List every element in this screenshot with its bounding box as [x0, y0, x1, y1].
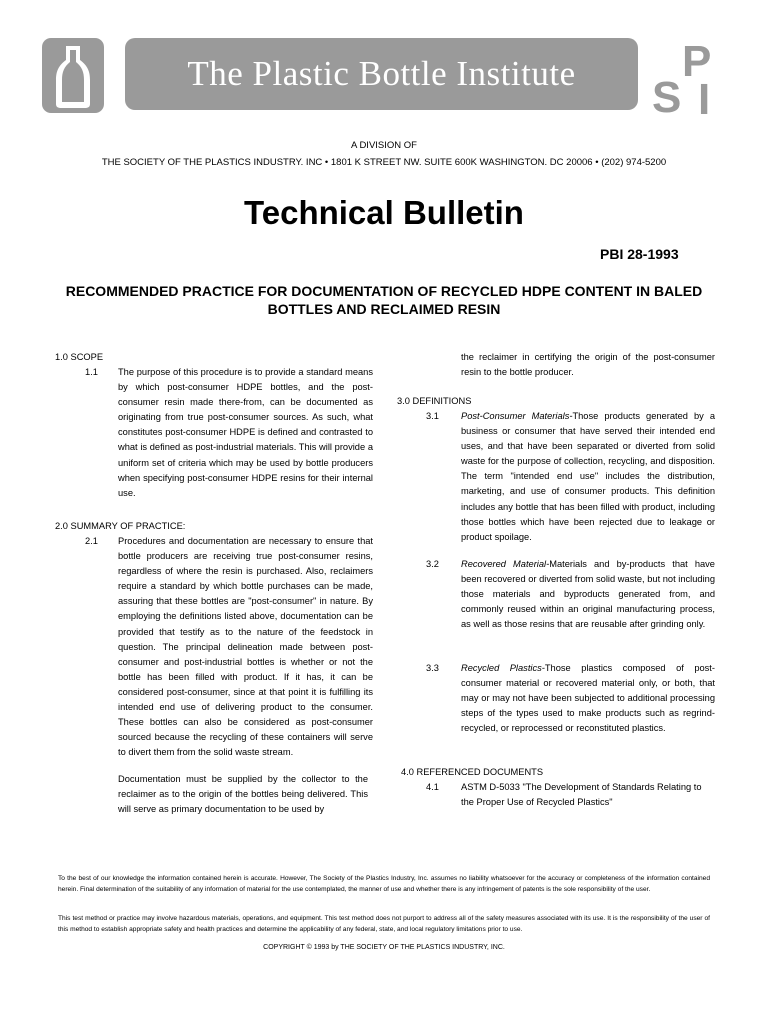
- section-2-1-text: Procedures and documentation are necessary to ensure that bottle producers are receiving true post-consumer resins, regardless of where the resin is purchased. Also, reclaimers require a standard by which bottle purchases can be made, assuring that these bottles are "post-consumer" in nature. By employing the definitions listed above, documentation can be provided that testify as to the nature of the feedstock in question. The principal delineation made between post-consumer and post-industrial bottles is whether or not the bottle has been filled with product. If it has, it can be considered post-consumer, since at that point it is fulfilling its intended end use of delivering product to the consumer. These bottles can also be considered as post-consumer sourced because the recycling of these containers will serve to divert them from the solid waste stream.: [118, 536, 373, 758]
- spi-monogram-p: P: [682, 38, 712, 86]
- banner-title: The Plastic Bottle Institute: [187, 54, 576, 93]
- section-2-1-number: 2.1: [85, 536, 98, 546]
- section-1-heading: 1.0 SCOPE: [55, 352, 104, 362]
- section-4-heading: 4.0 REFERENCED DOCUMENTS: [401, 767, 544, 777]
- section-3-3-number: 3.3: [426, 663, 439, 673]
- term-recovered-material: Recovered Material-: [461, 559, 550, 569]
- section-4-1-text: ASTM D-5033 "The Development of Standards Relating to the Proper Use of Recycled Plastics": [461, 782, 702, 808]
- definition-post-consumer: Those products generated by a business or consumer that have served their intended end uses, and that have been separated or diverted from solid waste for the purpose of collection, recycling, and disposition. The term "intended end use" includes the distribution, marketing, and use of consumer products. This definition includes any bottle that has been filled with product, including those bottles which have been rejected due to leakage or product spoilage.: [461, 411, 715, 542]
- section-3-3-text: [461, 661, 715, 736]
- header-banner: [125, 38, 638, 110]
- bottle-logo-icon: [42, 38, 104, 113]
- section-3-1-number: 3.1: [426, 411, 439, 421]
- section-4-1-number: 4.1: [426, 782, 439, 792]
- term-post-consumer: Post-Consumer Materials-: [461, 411, 573, 421]
- term-recycled-plastics: Recycled Plastics-: [461, 663, 545, 673]
- division-line: A DIVISION OF: [351, 140, 417, 151]
- disclaimer-note: To the best of our knowledge the information contained herein is accurate. However, The Society of the Plastics Industry, Inc. assumes no liability whatsoever for the accuracy or completeness of the information contained herein. Final determination of the suitability of any information of material for the use contemplated, the manner of use and whether there is any infringement of patents is the sole responsibility of the user.: [58, 875, 710, 893]
- definition-recovered-material: Materials and by-products that have been recovered or diverted from solid waste, but not including those materials and byproducts generated from, and commonly reused within an original manufacturing process, as well as those resins that are reusable after grinding only.: [461, 559, 715, 630]
- document-headline: RECOMMENDED PRACTICE FOR DOCUMENTATION OF RECYCLED HDPE CONTENT IN BALED BOTTLES AND RECLAIMED RESIN: [65, 283, 703, 317]
- section-3-heading: 3.0 DEFINITIONS: [397, 396, 472, 406]
- spi-monogram-i: I: [698, 75, 711, 116]
- definition-recycled-plastics: Those plastics composed of post-consumer material or recovered material only, or both, that may or may not have been subjected to additional processing steps of the types used to make products such as regrind-recycled, or reprocessed or reconstituted plastics.: [461, 663, 715, 734]
- section-2-1-paragraph-2: Documentation must be supplied by the collector to the reclaimer as to the origin of the bottles being delivered. This will serve as primary documentation to be used by: [118, 774, 368, 815]
- safety-note: This test method or practice may involve hazardous materials, operations, and equipment. This test method does not purport to address all of the safety measures associated with its use. It is the responsibility of the user of this method to establish appropriate safety and health practices and determine the applicability of any federal, state, and local regulatory limitations prior to use.: [58, 915, 710, 933]
- address-line: THE SOCIETY OF THE PLASTICS INDUSTRY. INC • 1801 K STREET NW. SUITE 600K WASHINGTON. DC 20006 • (202) 974-5200: [101, 157, 667, 168]
- section-2-heading: 2.0 SUMMARY OF PRACTICE:: [55, 521, 186, 531]
- section-3-1-text: [461, 409, 715, 545]
- section-3-2-number: 3.2: [426, 559, 439, 569]
- document-number: PBI 28-1993: [600, 246, 679, 262]
- page-title: Technical Bulletin: [244, 194, 524, 231]
- spi-monogram-s: S: [652, 73, 682, 116]
- section-1-1-text: The purpose of this procedure is to provide a standard means by which post-consumer HDPE bottles, and the post-consumer resin made there-from, can be documented as originating from true post-consumer sources. As such, what constitutes post-consumer HDPE is defined and contrasted to what is defined as post-industrial materials. This will provide a uniform set of criteria which may be used by bottle producers when specifying post-consumer HDPE resins for their internal use.: [118, 367, 373, 498]
- continued-text: the reclaimer in certifying the origin of the post-consumer resin to the bottle producer.: [461, 352, 715, 378]
- section-1-1-number: 1.1: [85, 367, 98, 377]
- section-3-2-text: [461, 557, 715, 632]
- copyright-line: COPYRIGHT © 1993 by THE SOCIETY OF THE PLASTICS INDUSTRY, INC.: [263, 944, 505, 951]
